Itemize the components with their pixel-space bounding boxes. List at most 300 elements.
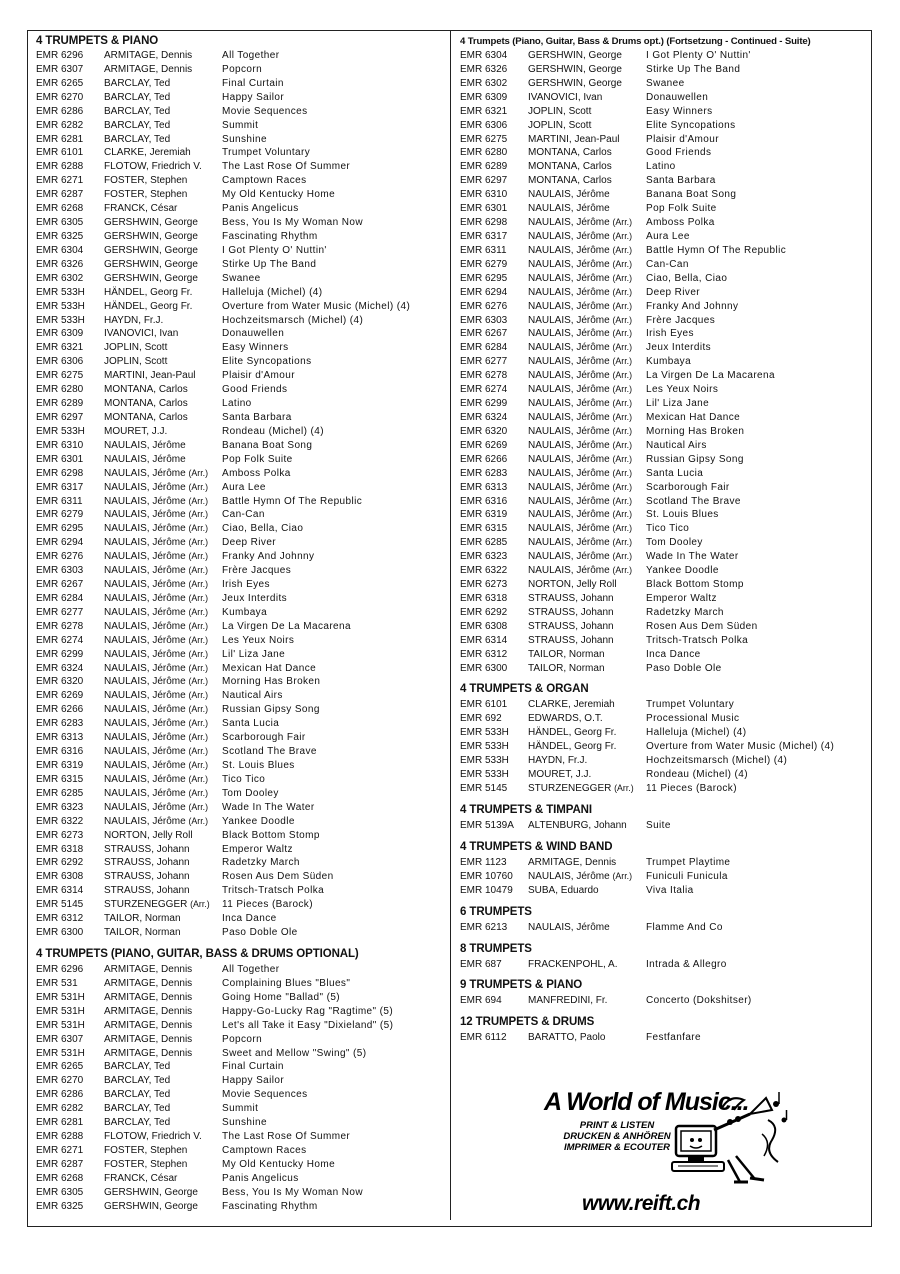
composer-name: MONTANA, Carlos [528,175,612,187]
piece-title: Processional Music [646,713,740,725]
arranger-note: (Arr.) [612,272,633,283]
piece-title: Camptown Races [222,1144,307,1156]
composer [104,425,222,439]
piece-title: Ciao, Bella, Ciao [222,523,304,535]
piece-title: Paso Doble Ole [646,662,722,674]
composer-name: STRAUSS, Johann [104,871,190,883]
piece-title: Happy Sailor [222,1075,285,1087]
catalog-number: EMR 6288 [36,161,84,173]
piece-title: The Last Rose Of Summer [222,1131,351,1143]
composer-name: NAULAIS, Jérôme [104,760,186,772]
logo-line-print: PRINT & LISTEN [579,1120,655,1131]
catalog-number: EMR 6319 [36,760,84,772]
arranger-note: (Arr.) [188,773,209,784]
piece-title: Panis Angelicus [222,203,299,215]
arranger-note: (Arr.) [612,439,633,450]
arranger-note: (Arr.) [188,732,209,743]
catalog-row [460,856,868,870]
composer [104,991,222,1005]
composer-name: FLOTOW, Friedrich V. [104,1131,202,1143]
composer [104,675,222,689]
composer [528,411,646,425]
catalog-row [36,481,446,495]
piece-title: Morning Has Broken [222,676,321,688]
catalog-number: EMR 6320 [460,425,508,437]
composer-name: GERSHWIN, George [104,1186,198,1198]
catalog-number: EMR 6322 [36,815,84,827]
catalog-row [36,383,446,397]
composer-name: NAULAIS, Jérôme [104,537,186,549]
composer-name: NAULAIS, Jérôme [528,439,610,451]
section-title: 4 TRUMPETS (PIANO, GUITAR, BASS & DRUMS OPTIONAL) [36,948,359,960]
catalog-row [460,1031,868,1045]
arranger-note: (Arr.) [612,328,633,339]
composer-name: NAULAIS, Jérôme [528,481,610,493]
composer-name: BARCLAY, Ted [104,133,171,145]
catalog-number: EMR 6316 [460,495,508,507]
composer [528,133,646,147]
composer [528,726,646,740]
catalog-number: EMR 6304 [460,50,508,61]
catalog-number: EMR 6309 [460,91,508,103]
catalog-number: EMR 5145 [36,899,84,911]
composer [528,286,646,300]
piece-title: 11 Pieces (Barock) [646,783,737,795]
composer-name: BARCLAY, Ted [104,119,171,131]
catalog-number: EMR 6270 [36,1075,84,1087]
catalog-number: EMR 6268 [36,203,84,215]
composer-name: BARATTO, Paolo [528,1032,606,1044]
composer-name: ARMITAGE, Dennis [104,63,193,75]
catalog-number: EMR 6318 [36,843,84,855]
catalog-number: EMR 6314 [36,885,84,897]
composer [528,550,646,564]
catalog-number: EMR 6300 [460,662,508,674]
catalog-number: EMR 6299 [460,398,508,410]
catalog-number: EMR 6308 [36,871,84,883]
catalog-row [460,314,868,328]
catalog-number: EMR 6265 [36,1061,84,1073]
piece-title: Trumpet Playtime [646,856,731,868]
catalog-row [36,160,446,174]
composer-name: ARMITAGE, Dennis [104,1047,193,1059]
section-title: 12 TRUMPETS & DRUMS [460,1016,595,1029]
arranger-note: (Arr.) [612,509,633,520]
composer-name: NAULAIS, Jérôme [528,300,610,312]
composer [528,662,646,676]
catalog-number: EMR 6305 [36,1186,84,1198]
catalog-row [36,1116,446,1130]
composer-name: BARCLAY, Ted [104,1089,171,1101]
catalog-number: EMR 533H [460,755,509,767]
arranger-note: (Arr.) [612,425,633,436]
composer [104,829,222,843]
composer [104,369,222,383]
catalog-row [460,994,868,1008]
composer [104,1005,222,1019]
composer [104,1102,222,1116]
composer [528,536,646,550]
catalog-number: EMR 6213 [460,921,508,933]
composer [528,49,646,63]
arranger-note: (Arr.) [188,634,209,645]
piece-title: Bess, You Is My Woman Now [222,1186,363,1198]
composer-name: NAULAIS, Jérôme [104,801,186,813]
section-title: 4 TRUMPETS & ORGAN [460,683,589,696]
piece-title: Inca Dance [222,913,277,925]
catalog-number: EMR 6326 [460,63,508,75]
catalog-row [36,620,446,634]
composer-name: IVANOVICI, Ivan [528,91,603,103]
catalog-number: EMR 6301 [460,203,508,215]
composer-name: GERSHWIN, George [104,217,198,229]
catalog-row [460,49,868,63]
arranger-note: (Arr.) [188,746,209,757]
composer [528,648,646,662]
catalog-number: EMR 6313 [36,732,84,744]
catalog-row [460,244,868,258]
catalog-number: EMR 533H [36,286,85,298]
catalog-number: EMR 6318 [460,592,508,604]
arranger-note: (Arr.) [188,551,209,562]
catalog-number: EMR 687 [460,958,502,970]
piece-title: Festfanfare [646,1032,701,1044]
composer-name: NAULAIS, Jérôme [104,773,186,785]
composer-name: MONTANA, Carlos [528,161,612,173]
piece-title: Banana Boat Song [222,439,313,451]
catalog-row [36,963,446,977]
composer [104,1116,222,1130]
composer [104,286,222,300]
piece-title: Wade In The Water [646,551,739,563]
section-title: 4 TRUMPETS & TIMPANI [460,803,592,816]
composer-name: ARMITAGE, Dennis [104,1019,193,1031]
composer-name: NAULAIS, Jérôme [528,565,610,577]
composer [528,174,646,188]
arranger-note: (Arr.) [612,356,633,367]
composer-name: STRAUSS, Johann [104,885,190,897]
catalog-row [460,508,868,522]
piece-title: Les Yeux Noirs [222,634,295,646]
composer-name: NAULAIS, Jérôme [104,676,186,688]
composer-name: JOPLIN, Scott [104,342,168,354]
catalog-number: EMR 6287 [36,189,84,201]
composer [528,439,646,453]
piece-title: Swanee [646,77,685,89]
composer [528,425,646,439]
column-divider [450,30,451,1220]
catalog-number: EMR 6292 [36,857,84,869]
catalog-number: EMR 6265 [36,77,84,89]
arranger-note: (Arr.) [188,495,209,506]
composer-name: NAULAIS, Jérôme [104,439,186,451]
composer [104,1047,222,1061]
composer [104,745,222,759]
catalog-number: EMR 6315 [460,523,508,535]
composer-name: ARMITAGE, Dennis [104,50,193,61]
composer-name: GERSHWIN, George [104,272,198,284]
composer [104,634,222,648]
arranger-note: (Arr.) [612,300,633,311]
catalog-number: EMR 531H [36,1047,85,1059]
catalog-number: EMR 6297 [460,175,508,187]
piece-title: Santa Lucia [222,718,280,730]
composer-name: GERSHWIN, George [104,230,198,242]
composer [528,244,646,258]
catalog-row [36,439,446,453]
catalog-number: EMR 6282 [36,119,84,131]
composer [104,759,222,773]
composer-name: BARCLAY, Ted [104,77,171,89]
composer-name: NAULAIS, Jérôme [528,425,610,437]
piece-title: Mexican Hat Dance [222,662,317,674]
catalog-row [36,1047,446,1061]
catalog-row [460,921,868,935]
piece-title: Scarborough Fair [646,481,730,493]
composer [104,508,222,522]
catalog-row [460,819,868,833]
catalog-number: EMR 6101 [460,699,508,711]
catalog-row [36,369,446,383]
composer [528,921,646,935]
composer [104,314,222,328]
catalog-row [36,578,446,592]
piece-title: Mexican Hat Dance [646,411,741,423]
composer-name: BARCLAY, Ted [104,1103,171,1115]
composer [104,188,222,202]
composer-name: NAULAIS, Jérôme [104,815,186,827]
piece-title: Franky And Johnny [222,551,315,563]
composer-name: IVANOVICI, Ivan [104,328,179,340]
catalog-row [36,258,446,272]
catalog-row [36,731,446,745]
piece-title: Halleluja (Michel) (4) [646,727,747,739]
composer [528,105,646,119]
catalog-row [36,63,446,77]
catalog-number: EMR 6286 [36,105,84,117]
catalog-number: EMR 6112 [460,1032,507,1044]
catalog-row [36,119,446,133]
composer [104,77,222,91]
catalog-row [460,536,868,550]
catalog-row [36,286,446,300]
piece-title: St. Louis Blues [646,509,719,521]
composer-name: NAULAIS, Jérôme [528,272,610,284]
arranger-note: (Arr.) [188,662,209,673]
piece-title: Morning Has Broken [646,425,745,437]
catalog-row [36,648,446,662]
left-column [36,34,446,1214]
catalog-number: EMR 6296 [36,964,84,975]
catalog-number: EMR 6285 [36,787,84,799]
composer [528,258,646,272]
piece-title: Trumpet Voluntary [222,147,311,159]
catalog-row [36,870,446,884]
composer [104,620,222,634]
piece-title: Lil' Liza Jane [222,648,286,660]
composer [528,355,646,369]
catalog-number: EMR 6324 [36,662,84,674]
composer [104,926,222,940]
composer [528,592,646,606]
piece-title: St. Louis Blues [222,760,295,772]
piece-title: Elite Syncopations [646,119,736,131]
composer-name: NAULAIS, Jérôme [528,398,610,410]
composer-name: NAULAIS, Jérôme [528,244,610,256]
catalog-number: EMR 6312 [36,913,84,925]
catalog-row [36,77,446,91]
catalog-number: EMR 6294 [460,286,508,298]
composer [528,481,646,495]
catalog-number: EMR 6306 [460,119,508,131]
catalog-number: EMR 6301 [36,453,84,465]
composer [104,648,222,662]
composer-name: GERSHWIN, George [528,63,622,75]
catalog-row [36,314,446,328]
piece-title: Going Home "Ballad" (5) [222,991,341,1003]
catalog-number: EMR 6310 [460,189,508,201]
arranger-note: (Arr.) [612,537,633,548]
catalog-number: EMR 533H [460,741,509,753]
arranger-note: (Arr.) [612,495,633,506]
catalog-number: EMR 6304 [36,244,84,256]
catalog-row [460,63,868,77]
reift-logo [540,1088,792,1220]
piece-title: Easy Winners [646,105,713,117]
piece-title: Irish Eyes [222,579,270,591]
composer-name: MARTINI, Jean-Paul [528,133,620,145]
composer-name: ARMITAGE, Dennis [104,964,193,975]
catalog-number: EMR 533H [36,300,85,312]
composer [528,606,646,620]
catalog-number: EMR 531 [36,977,78,989]
arranger-note: (Arr.) [188,523,209,534]
piece-title: Popcorn [222,63,263,75]
catalog-row [36,689,446,703]
composer [104,327,222,341]
composer [104,341,222,355]
composer-name: NAULAIS, Jérôme [528,523,610,535]
composer-name: NAULAIS, Jérôme [528,495,610,507]
catalog-number: EMR 533H [460,727,509,739]
composer-name: NAULAIS, Jérôme [104,787,186,799]
catalog-number: EMR 6280 [36,384,84,396]
piece-title: Happy Sailor [222,91,285,103]
catalog-row [460,146,868,160]
catalog-number: EMR 6300 [36,927,84,939]
catalog-number: EMR 6271 [36,175,84,187]
piece-title: Pop Folk Suite [646,203,717,215]
composer [528,740,646,754]
arranger-note: (Arr.) [612,286,633,297]
catalog-number: EMR 6317 [36,481,84,493]
catalog-number: EMR 6279 [460,258,508,270]
composer [104,1033,222,1047]
composer [528,870,646,884]
composer-name: NAULAIS, Jérôme [528,453,610,465]
piece-title: Funiculi Funicula [646,870,728,882]
composer [104,843,222,857]
composer [104,898,222,912]
catalog-number: EMR 6321 [36,342,84,354]
composer-name: NAULAIS, Jérôme [528,328,610,340]
composer-name: MANFREDINI, Fr. [528,995,608,1007]
piece-title: Latino [222,398,252,410]
catalog-number: EMR 531H [36,1005,85,1017]
catalog-number: EMR 6295 [36,523,84,535]
piece-title: Les Yeux Noirs [646,384,719,396]
catalog-row [460,884,868,898]
piece-title: Tritsch-Tratsch Polka [646,634,749,646]
piece-title: All Together [222,964,280,975]
catalog-number: EMR 6297 [36,411,84,423]
composer [528,272,646,286]
catalog-row [36,536,446,550]
catalog-row [36,244,446,258]
catalog-row [460,453,868,467]
catalog-row [460,230,868,244]
piece-title: Elite Syncopations [222,356,312,368]
arranger-note: (Arr.) [188,592,209,603]
composer [104,1144,222,1158]
piece-title: Hochzeitsmarsch (Michel) (4) [222,314,364,326]
composer [528,634,646,648]
catalog-number: EMR 6282 [36,1103,84,1115]
catalog-row [36,105,446,119]
arranger-note: (Arr.) [612,453,633,464]
piece-title: Aura Lee [222,481,266,493]
arranger-note: (Arr.) [612,481,633,492]
composer-name: GERSHWIN, George [104,1200,198,1212]
section-title: 4 Trumpets (Piano, Guitar, Bass & Drums opt.) (Fortsetzung - Continued - Suite) [460,36,811,47]
composer-name: EDWARDS, O.T. [528,713,603,725]
piece-title: Panis Angelicus [222,1172,299,1184]
composer [528,300,646,314]
composer [104,63,222,77]
catalog-row [460,726,868,740]
catalog-row [460,258,868,272]
arranger-note: (Arr.) [188,815,209,826]
composer [528,160,646,174]
composer [104,355,222,369]
composer [104,564,222,578]
piece-title: Battle Hymn Of The Republic [646,244,787,256]
arranger-note: (Arr.) [612,551,633,562]
composer [104,578,222,592]
composer [104,606,222,620]
piece-title: Viva Italia [646,884,694,896]
arranger-note: (Arr.) [188,676,209,687]
catalog-number: EMR 6299 [36,648,84,660]
catalog-number: EMR 694 [460,995,502,1007]
piece-title: Tico Tico [222,773,266,785]
composer-name: ARMITAGE, Dennis [104,1033,193,1045]
piece-title: Hochzeitsmarsch (Michel) (4) [646,755,788,767]
catalog-number: EMR 6278 [36,620,84,632]
composer [104,522,222,536]
catalog-number: EMR 533H [460,769,509,781]
composer [104,963,222,977]
composer [104,884,222,898]
piece-title: The Last Rose Of Summer [222,161,351,173]
piece-title: Movie Sequences [222,1089,308,1101]
composer-name: NORTON, Jelly Roll [528,579,617,591]
catalog-row [36,1005,446,1019]
piece-title: Yankee Doodle [646,565,719,577]
catalog-number: EMR 6281 [36,133,84,145]
piece-title: Aura Lee [646,230,690,242]
composer [104,272,222,286]
